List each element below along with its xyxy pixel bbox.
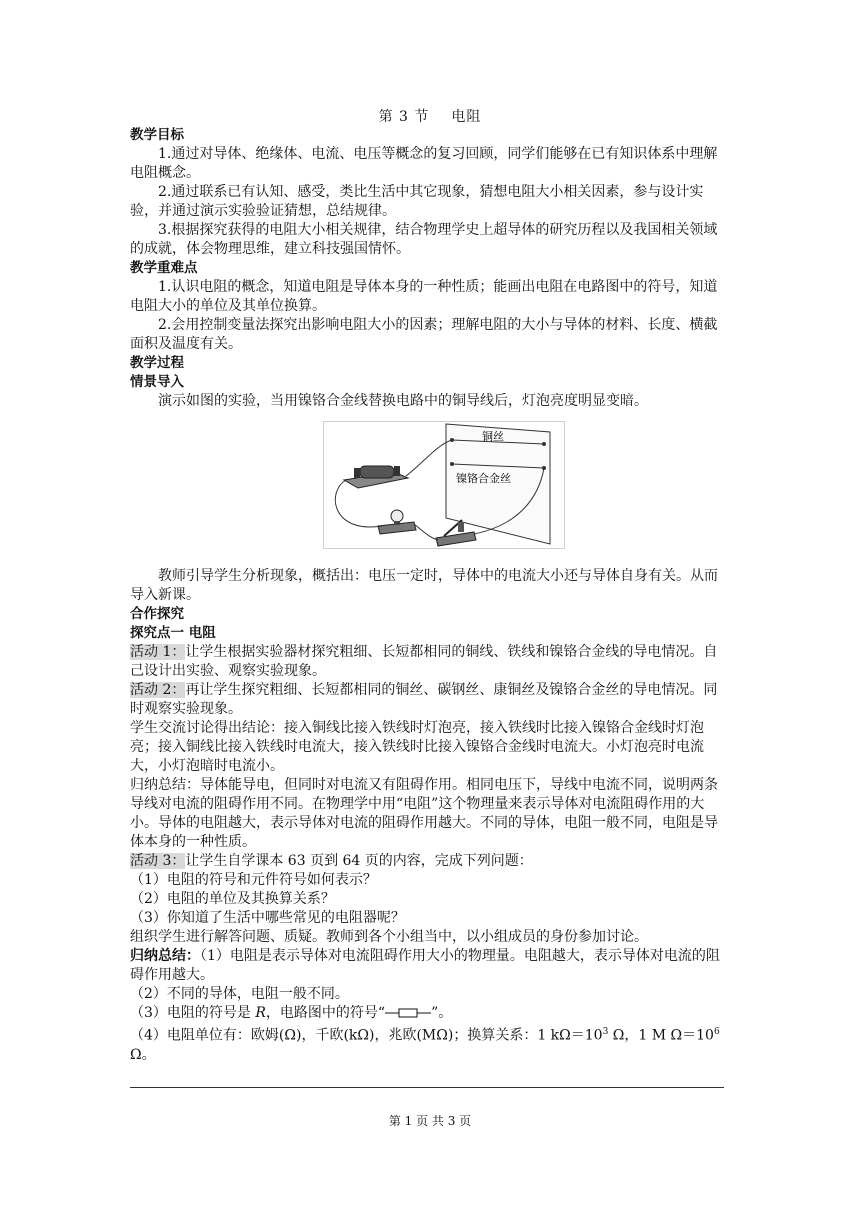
intro-text: 演示如图的实验，当用镍铬合金线替换电路中的铜导线后，灯泡亮度明显变暗。 [158,393,648,409]
key-points-heading: 教学重难点 [130,260,198,276]
question-item: （2）电阻的单位及其换算关系？ [130,891,335,907]
summary-2: 归纳总结：（1）电阻是表示导体对电流阻碍作用大小的物理量。电阻越大，表示导体对电流的阻碍作用越大。 [130,948,720,983]
question-item: （1）电阻的符号和元件符号如何表示？ [130,872,377,888]
summary-4-item: （4）电阻单位有：欧姆(Ω)，千欧(kΩ)，兆欧(MΩ)；换算关系：1 $k\Omega=10^3$ Ω，1 M $\Omega=10^6$ Ω。 [130,1027,720,1063]
goal-item: 1.通过对导体、绝缘体、电流、电压等概念的复习回顾，同学们能够在已有知识体系中理解电阻概念。 [130,146,718,181]
organize-text: 组织学生进行解答问题、质疑。教师到各个小组当中，以小组成员的身份参加讨论。 [130,929,648,945]
battery [360,466,394,478]
goal-item: 2.通过联系已有认知、感受，类比生活中其它现象，猜想电阻大小相关因素，参与设计实验，并通过演示实验验证猜想，总结规律。 [130,184,704,219]
activity-2-label: 活动 2： [130,682,186,698]
wire-c [406,440,452,476]
key-point-item: 2.会用控制变量法探究出影响电阻大小的因素；理解电阻的大小与导体的材料、长度、横截面积及温度有关。 [130,317,718,352]
resistance-symbol: R [255,1005,266,1021]
key-point-item: 1.认识电阻的概念，知道电阻是导体本身的一种性质；能画出电阻在电路图中的符号，知道电阻大小的单位及其单位换算。 [130,279,718,314]
activity-1-label: 活动 1： [130,644,186,660]
activity-1: 活动 1：让学生根据实验器材探究粗细、长短都相同的铜线、铁线和镍铬合金线的导电情况。自己设计出实验、观察实验现象。 [130,644,718,679]
summary-2-label: 归纳总结： [130,948,200,964]
after-figure-text: 教师引导学生分析现象，概括出：电压一定时，导体中的电流大小还与导体自身有关。从而导入新课。 [130,568,718,603]
activity-2: 活动 2：再让学生探究粗细、长短都相同的铜丝、碳钢丝、康铜丝及镍铬合金丝的导电情况。同时观察实验现象。 [130,682,718,717]
section-name: 电阻 [451,109,482,125]
main-text-continued [130,567,730,1065]
section-title [0,106,860,126]
wire-b [414,524,438,540]
discussion-text: 学生交流讨论得出结论：接入铜线比接入铁线时灯泡亮，接入铁线时比接入镍铬合金线时灯泡亮；接入铜线比接入铁线时电流大，接入铁线时比接入镍铬合金线时电流大。小灯泡亮时电流大，小灯泡暗时电流小。 [130,720,704,774]
goals-heading: 教学目标 [130,127,184,143]
label-nichrome: 镍铬合金丝 [456,472,511,485]
circuit-illustration [324,422,564,548]
section-number: 第 3 节 [378,109,430,125]
summary-2-item: （2）不同的导体，电阻一般不同。 [130,986,349,1002]
question-item: （3）你知道了生活中哪些常见的电阻器呢？ [130,910,405,926]
goal-item: 3.根据探究获得的电阻大小相关规律，结合物理学史上超导体的研究历程以及我国相关领域的成就，体会物理思维，建立科技强国情怀。 [130,222,718,257]
experiment-figure [323,421,565,549]
bulb [391,510,403,522]
summary-1: 归纳总结：导体能导电，但同时对电流又有阻碍作用。相同电压下，导线中电流不同，说明两条导线对电流的阻碍作用不同。在物理学中用“电阻”这个物理量来表示导体对电流阻碍作用的大小。导体的电阻越大，表示导体对电流的阻碍作用越大。不同的导体，电阻一般不同，电阻是导体本身的一种性质。 [130,777,718,850]
label-copper: 铜丝 [482,430,504,443]
activity-3: 活动 3：让学生自学课本 63 页到 64 页的内容，完成下列问题： [130,853,533,869]
activity-3-label: 活动 3： [130,853,186,869]
resistor-symbol-icon [385,1007,431,1019]
footer-divider [130,1087,724,1088]
coop-heading: 合作探究 [130,606,184,622]
intro-heading: 情景导入 [130,374,184,390]
point1-heading: 探究点一 电阻 [130,625,216,641]
process-heading: 教学过程 [130,355,184,371]
summary-3-item: （3）电阻的符号是 R，电路图中的符号“ ”。 [130,1005,453,1021]
switch-base [436,532,476,546]
page-footer: 第 1 页 共 3 页 [388,1114,472,1128]
main-text [130,126,730,411]
